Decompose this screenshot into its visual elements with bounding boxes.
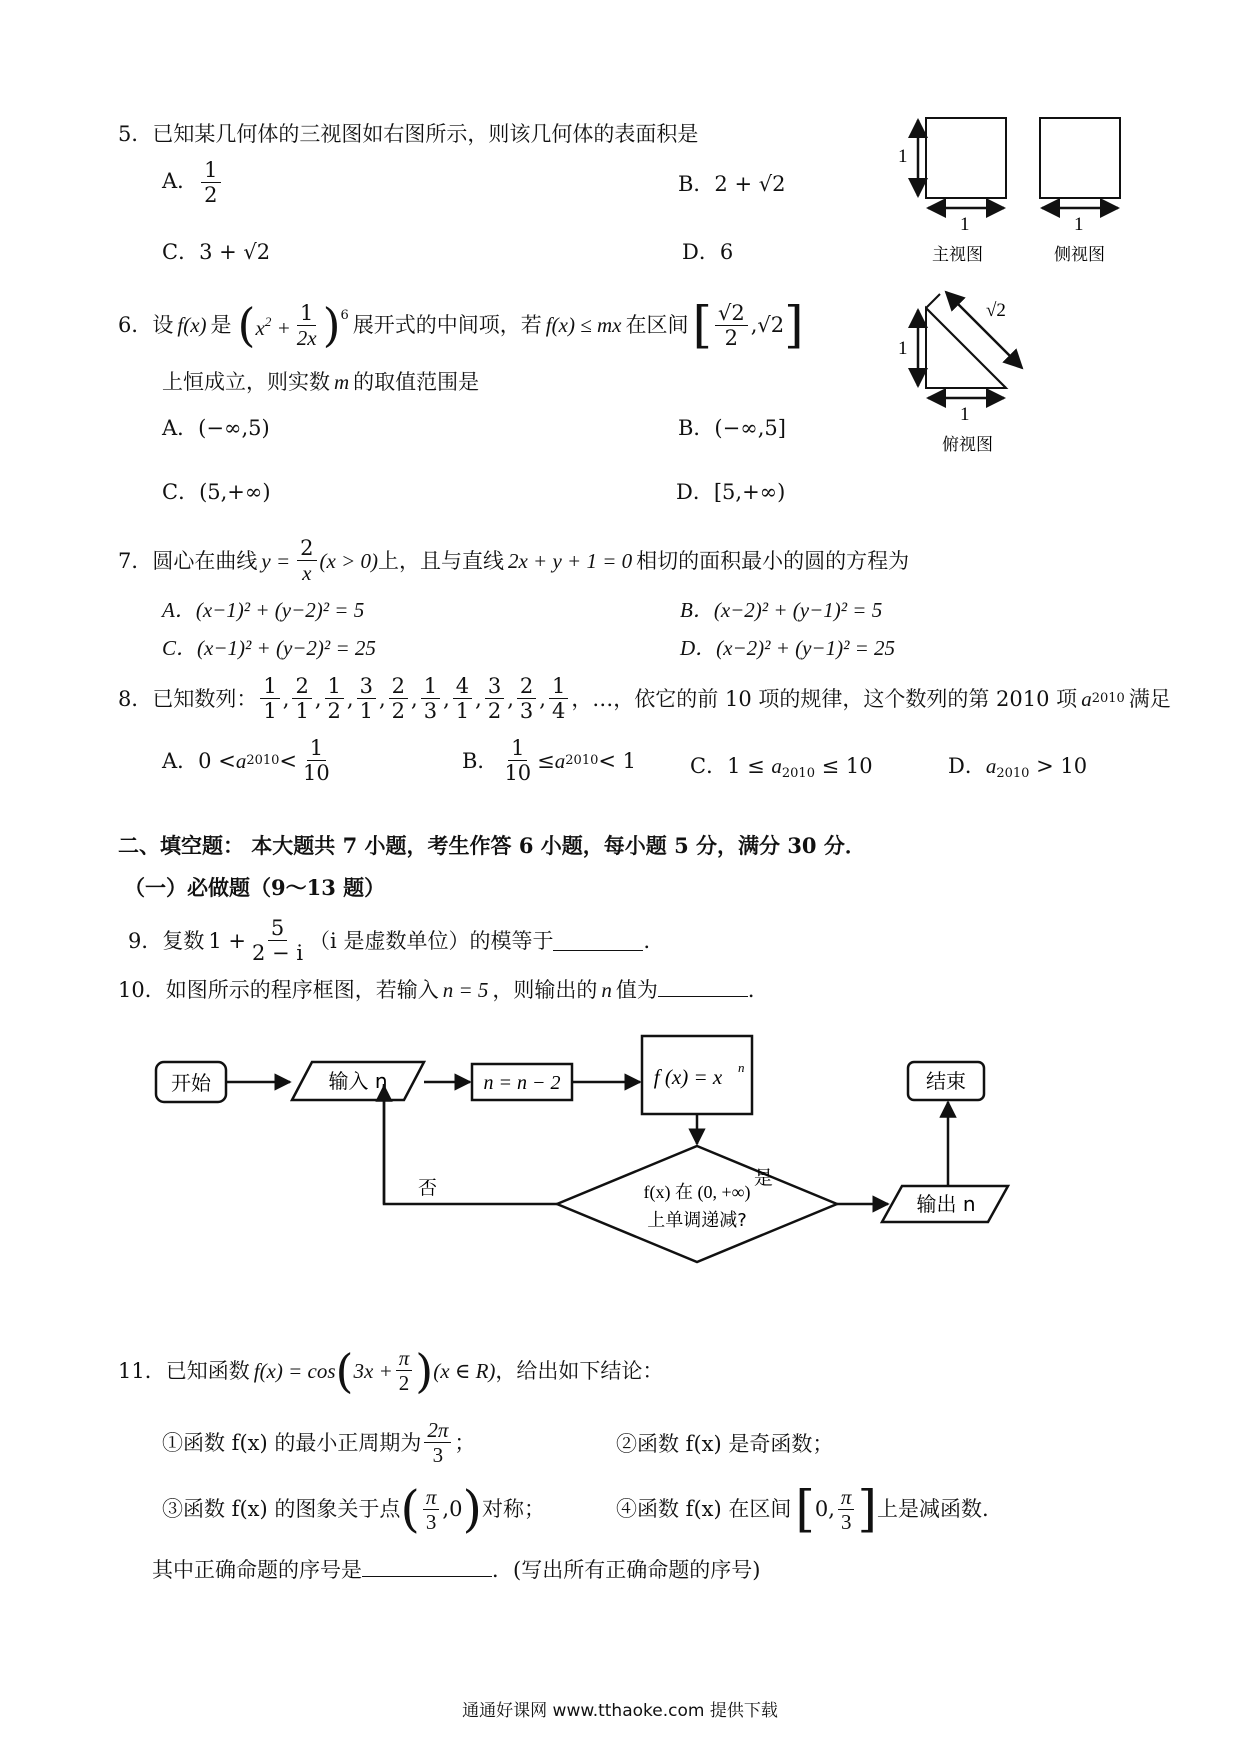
q10-stem: 10．如图所示的程序框图，若输入 n = 5 ，则输出的 n 值为 ． [118,978,769,1002]
q8-option-d: D．$a_{2010} > 10$ [948,754,1088,781]
q7-option-d: D．(x−2)² + (y−1)² = 25 [680,636,896,660]
page-footer: 通通好课网 www.tthaoke.com 提供下载 [462,1701,778,1721]
sequence-comma: , [314,686,322,711]
q5-option-c: C．3 + √2 [162,240,271,264]
q8-option-c: C．$1 \le a_{2010} \le 10$ [690,754,873,781]
side-width-label: 1 [1074,214,1084,235]
q11-conclusion-3: ③函数 f(x) 的图象关于点 ( $\frac{\pi}{3}$ ,0 ) 对称； [162,1480,545,1538]
q8-option-a: A．0 < a 2010 < $\frac{1}{10}$ [162,736,330,785]
q11-ask: 其中正确命题的序号是 ．(写出所有正确命题的序号) [152,1558,761,1582]
front-height-label: 1 [898,146,908,167]
three-views-figure [880,110,1140,460]
sequence-comma: , [346,686,354,711]
q5-option-b: B．2 + √2 [678,172,786,196]
flow-input-label: 输入 n [328,1069,388,1093]
q8-option-b: B． $\frac{1}{10}$ ≤ a 2010 < 1 [462,736,637,785]
q5-option-a [162,158,224,207]
q6-option-d: D．[5,+∞) [676,480,786,504]
q7-stem: 7．圆心在曲线 y = $\frac{2}{x}$ (x > 0) 上，且与直线 2x + y + 1 = 0 相切的面积最小的圆的方程为 [118,536,910,585]
side-view [1040,118,1120,265]
q5-stem: 5．已知某几何体的三视图如右图所示，则该几何体的表面积是 [118,122,699,146]
q8-stem: 8．已知数列： $\frac{1}{1}$ , $\frac{2}{1}$ , $\frac{1}{2}$ , $\frac{3}{1}$ , $\frac{2}{2}$ , $\frac{1}{3}$ , $\frac{4}{1}$ , $\frac{3}{2}$ , $\frac{2}{3}$ , $\frac{1}{4}$ ，…，依它的前 10 项的规律，这个数列的第 2010 项 a 2010 满足 [118,674,1171,723]
option-label: A． [162,169,199,193]
flow-function-exponent: n [738,1060,745,1075]
fraction: $\frac{1}{2}$ [201,158,220,207]
flow-update-label: n = n − 2 [483,1072,561,1094]
sequence-terms [257,674,571,723]
sequence-comma: , [539,686,546,711]
q9-stem: 9．复数 1 + $\frac{5}{2 - i}$ （i 是虚数单位）的模等于 ． [128,916,665,965]
q7-option-b: B．(x−2)² + (y−1)² = 5 [680,598,883,622]
q11-conclusion-4: ④函数 f(x) 在区间 [ 0, $\frac{\pi}{3}$ ] 上是减函数. [616,1480,989,1538]
q9-answer-blank[interactable] [553,930,643,951]
q6-option-c: C．(5,+∞) [162,480,271,504]
flow-decision [557,1146,837,1262]
q11-stem: 11．已知函数 f(x) = cos ( 3x + $\frac{\pi}{2}$ ) (x ∈ R) ，给出如下结论： [118,1343,664,1398]
flow-end-label: 结束 [926,1069,966,1093]
q6-option-b: B．(−∞,5] [678,416,786,440]
sequence-term: $\frac{1}{2}$ [325,674,344,723]
q11-conclusion-2: ②函数 f(x) 是奇函数； [616,1432,834,1456]
front-view [898,118,1006,265]
top-width-label: 1 [960,404,970,425]
sequence-comma: , [443,686,450,711]
flow-no-label: 否 [418,1177,438,1199]
flow-function-label: f (x) = x [653,1065,723,1089]
sequence-comma: , [282,686,290,711]
sequence-comma: , [378,686,386,711]
sequence-term: $\frac{1}{4}$ [549,674,568,723]
section-2-subtitle: （一）必做题（9～13 题） [124,875,386,900]
sequence-term: $\frac{1}{1}$ [260,674,279,723]
flow-decision-line2: 上单调递减? [647,1210,747,1231]
sequence-comma: , [507,686,514,711]
section-2-title: 二、填空题： 本大题共 7 小题，考生作答 6 小题，每小题 5 分，满分 30 分． [118,833,866,858]
sequence-term: $\frac{2}{2}$ [389,674,408,723]
sequence-comma: , [411,686,418,711]
flow-yes-label: 是 [754,1167,774,1189]
front-width-label: 1 [960,214,970,235]
side-view-caption: 侧视图 [1054,245,1105,265]
sequence-term: $\frac{2}{1}$ [292,674,311,723]
flow-decision-line1: f(x) 在 (0, +∞) [643,1182,751,1202]
top-height-label: 1 [898,338,908,359]
sequence-term: $\frac{3}{1}$ [357,674,376,723]
top-view [898,292,1022,455]
flow-output-label: 输出 n [916,1192,976,1216]
sequence-term: $\frac{2}{3}$ [517,674,536,723]
front-view-caption: 主视图 [932,245,983,265]
sequence-term: $\frac{3}{2}$ [485,674,504,723]
q11-conclusion-1: ①函数 f(x) 的最小正周期为 $\frac{2\pi}{3}$ ； [162,1418,476,1467]
top-view-caption: 俯视图 [942,435,993,455]
sequence-comma: , [475,686,482,711]
q6-option-a: A．(−∞,5) [162,416,270,440]
flow-start-label: 开始 [171,1071,211,1095]
q6-stem: 6．设 f(x) 是 ( $x^2$ + $\frac{1}{2x}$ ) 6 展开式的中间项，若 f(x) ≤ mx 在区间 [ $\frac{√2}{2}$ ,√2 ] [118,296,804,354]
sequence-term: $\frac{4}{1}$ [453,674,472,723]
q11-answer-blank[interactable] [362,1556,492,1577]
top-diagonal-label: √2 [986,300,1006,321]
q10-answer-blank[interactable] [658,976,748,997]
q6-line2: 上恒成立，则实数 m 的取值范围是 [162,370,480,394]
q7-option-c: C．(x−1)² + (y−2)² = 25 [162,636,376,660]
flowchart [140,1020,1040,1280]
q5-option-d: D．6 [682,240,734,264]
q7-option-a: A．(x−1)² + (y−2)² = 5 [162,598,365,622]
sequence-term: $\frac{1}{3}$ [421,674,440,723]
